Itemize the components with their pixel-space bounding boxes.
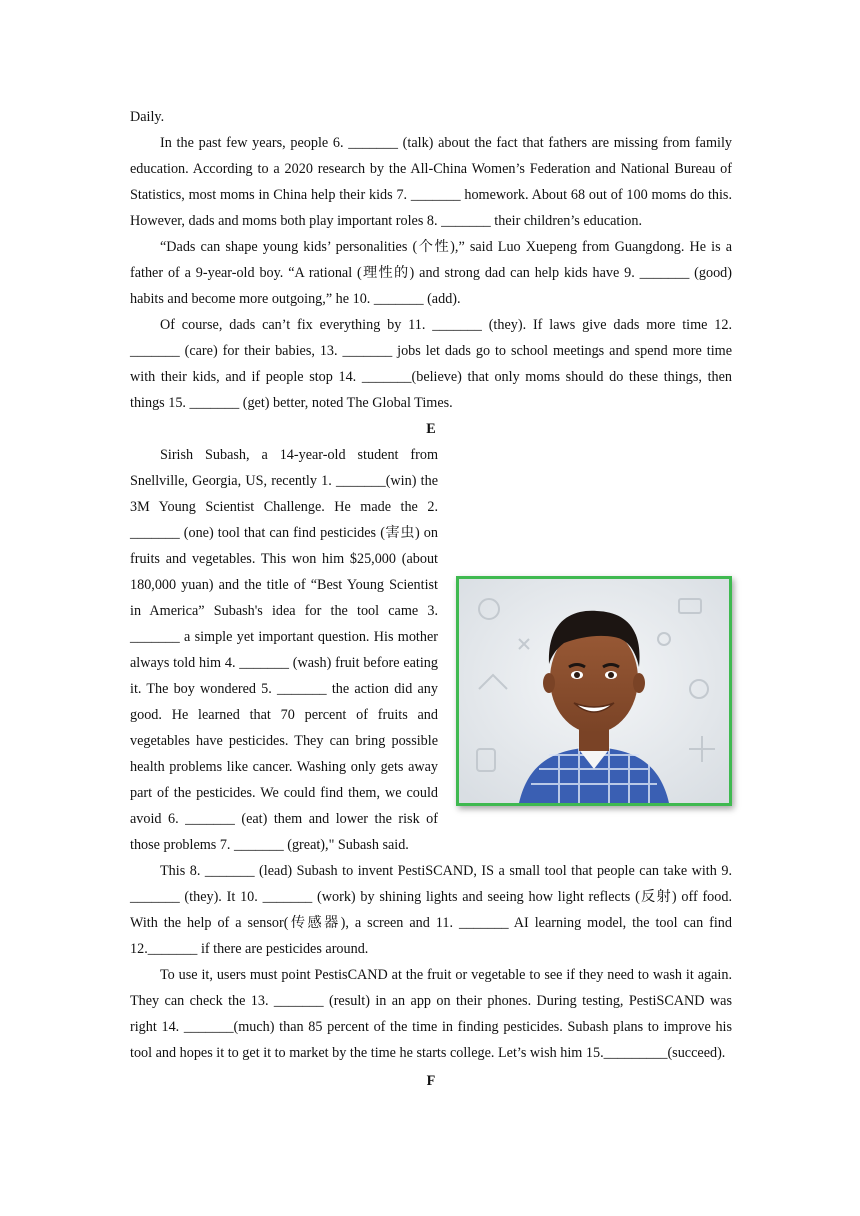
document-content	[130, 104, 732, 1094]
paragraph-sirish-intro-text: Sirish Subash, a 14-year-old student from Snellville, Georgia, US, recently 1. _______(win) the 3M Young Scientist Challenge. He made the 2. _______ (one) tool that can find pesticides (害虫) on fruits and vegetables. This won him $25,000 (about 180,000 yuan) and the title of “Best Young Scientist in America” Subash's idea for the tool came 3. _______ a simple yet important question. His mother always told him 4. _______ (wash) fruit before eating it. The boy wondered 5. _______ the action did any good. He learned that 70 percent of fruits and vegetables have pesticides. They can bring possible health problems like cancer. Washing only gets away part of the pesticides. We could find them, we could avoid 6. _______ (eat) them and lower the risk of those problems 7. _______ (great)," Subash said.	[130, 447, 438, 853]
student-photo	[456, 576, 732, 806]
paragraph-luo-xuepeng: “Dads can shape young kids’ personalities (个性),” said Luo Xuepeng from Guangdong. He is a father of a 9-year-old boy. “A rational (理性的) and strong dad can help kids have 9. _______ (good) habits and become more outgoing,” he 10. _______ (add).	[130, 239, 732, 307]
paragraph-sirish-intro	[130, 442, 732, 858]
paragraph-fathers-missing: In the past few years, people 6. _______ (talk) about the fact that fathers are missing from family education. According to a 2020 research by the All-China Women’s Federation and National Bureau of Statistics, most moms in China help their kids 7. _______ homework. About 68 out of 100 moms do this. However, dads and moms both play important roles 8. _______ their children’s education.	[130, 135, 732, 229]
section-heading-f: F	[426, 1073, 436, 1089]
paragraph-pestiscand: This 8. _______ (lead) Subash to invent PestiSCAND, IS a small tool that people can take with 9. _______ (they). It 10. _______ (work) by shining lights and seeing how light reflects (反射) off food. With the help of a sensor(传感器), a screen and 11. _______ AI learning model, the tool can find 12._______ if there are pesticides around.	[130, 863, 732, 957]
paragraph-dads-fix: Of course, dads can’t fix everything by 11. _______ (they). If laws give dads more time 12. _______ (care) for their babies, 13. _______ jobs let dads go to school meetings and spend more time with their kids, and if people stop 14. _______(believe) that only moms should do these things, then things 15. _______ (get) better, noted The Global Times.	[130, 317, 732, 411]
paragraph-daily: Daily.	[130, 109, 165, 125]
paragraph-how-to-use: To use it, users must point PestisCAND at the fruit or vegetable to see if they need to wash it again. They can check the 13. _______ (result) in an app on their phones. During testing, PestiSCAND was right 14. _______(much) than 85 percent of the time in finding pesticides. Subash plans to improve his tool and hopes it to get it to market by the time he starts college. Let’s wish him 15._________(succeed).	[130, 967, 732, 1061]
section-heading-e: E	[426, 421, 436, 437]
